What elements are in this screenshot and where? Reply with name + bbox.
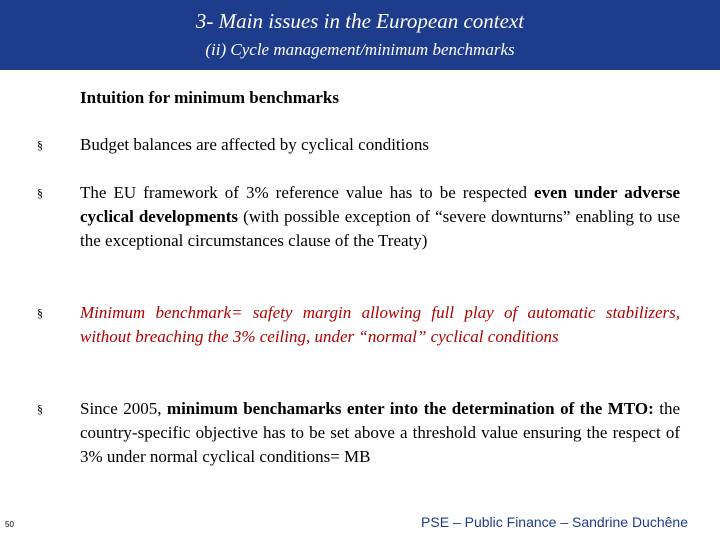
bullet-2-bold: even under adverse cyclical developments <box>80 183 681 226</box>
bullet-marker: § <box>37 138 43 152</box>
bullet-4-bold: minimum benchamarks enter into the determination of the MTO: <box>166 399 654 418</box>
bullet-item-4 <box>80 397 680 469</box>
section-heading: Intuition for minimum benchmarks <box>80 88 339 107</box>
slide-title: 3- Main issues in the European context <box>195 9 525 33</box>
footer-credit: PSE – Public Finance – Sandrine Duchêne <box>421 514 688 530</box>
bullet-1-text: Budget balances are affected by cyclical conditions <box>80 135 429 154</box>
bullet-3-text: Minimum benchmark= safety margin allowing full play of automatic stabilizers, without breaching the 3% ceiling, under “normal” cyclical conditions <box>80 303 680 346</box>
bullet-marker: § <box>37 306 43 320</box>
bullet-item-1 <box>80 133 680 157</box>
bullet-2-text-b: (with possible exception of “severe downturns” enabling to use the exceptional circumstances clause of the Treaty) <box>80 207 680 250</box>
bullet-4-text-b: the country-specific objective has to be set above a threshold value ensuring the respect of 3% under normal cyclical conditions= MB <box>80 399 680 466</box>
bullet-4-text-a: Since 2005, <box>80 399 167 418</box>
bullet-item-3 <box>80 301 680 349</box>
page-number: 50 <box>5 520 14 529</box>
bullet-marker: § <box>37 402 43 416</box>
bullet-marker: § <box>37 186 43 200</box>
bullet-2-text-a: The EU framework of 3% reference value has to be respected <box>80 183 535 202</box>
bullet-item-2 <box>80 181 680 253</box>
title-banner <box>0 0 720 70</box>
slide-subtitle: (ii) Cycle management/minimum benchmarks <box>205 40 515 59</box>
